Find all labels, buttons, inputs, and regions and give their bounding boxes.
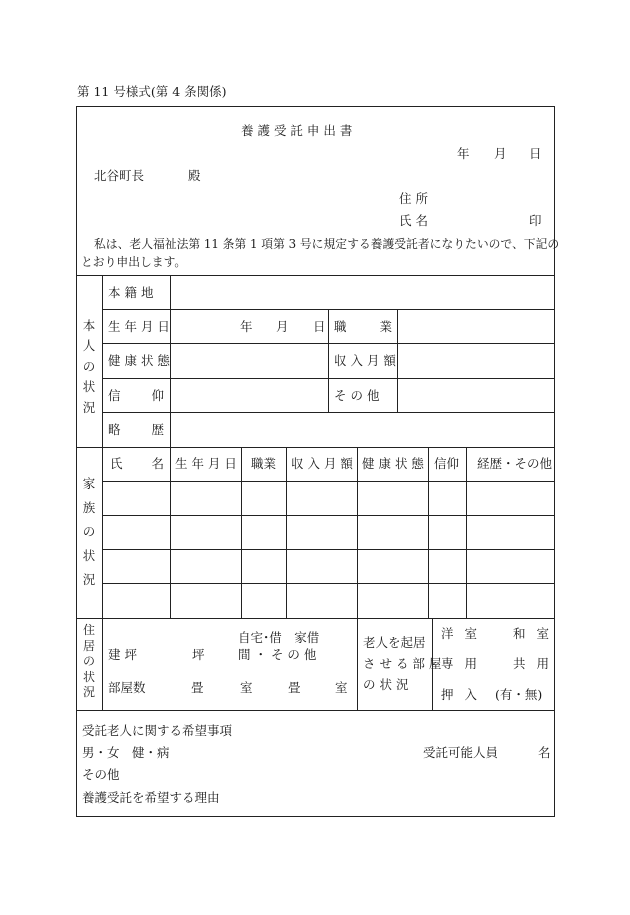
rule-residence-bottom	[76, 710, 555, 711]
rule-family-col-occupation	[286, 447, 287, 618]
room-unit-1: 室	[240, 680, 253, 695]
japanese-room-label: 和 室	[513, 626, 549, 641]
shared-use-label: 共 用	[513, 656, 549, 671]
floor-area-label: 建 坪	[108, 647, 137, 662]
date-year-label: 年	[457, 146, 470, 161]
family-col-income: 収 入 月 額	[291, 456, 353, 471]
family-section-label: 家 族 の 状 況	[82, 476, 96, 587]
tatami-unit-2: 畳	[288, 680, 301, 695]
health-label: 健 康 状 態	[108, 353, 170, 368]
tsubo-unit: 坪	[192, 647, 205, 662]
occupation-label: 職 業	[334, 319, 392, 334]
rule-family-col-income	[357, 447, 358, 618]
applicant-address-label: 住 所	[399, 191, 428, 206]
form-title: 養 護 受 託 申 出 書	[241, 123, 353, 138]
rule-personal-bottom	[76, 447, 555, 448]
birth-day-label: 日	[313, 319, 326, 334]
residence-section-label: 住 居 の 状 況	[82, 623, 95, 699]
date-day-label: 日	[529, 146, 542, 161]
tatami-unit-1: 畳	[191, 680, 204, 695]
private-use-label: 専 用	[441, 656, 477, 671]
rule-personal-label-col	[170, 275, 171, 618]
reason-label: 養護受託を希望する理由	[82, 790, 220, 805]
footer-other-label: その他	[82, 767, 120, 782]
closet-label: 押 入	[441, 687, 477, 702]
seal-mark: 印	[529, 213, 542, 228]
closet-option: (有・無)	[495, 687, 543, 702]
family-col-name: 氏 名	[110, 456, 164, 471]
rule-personal-mid-col	[328, 309, 329, 412]
birthdate-label: 生 年 月 日	[108, 319, 170, 334]
rule-section-label-col	[102, 275, 103, 710]
capacity-unit: 名	[538, 745, 551, 760]
gender-health-options: 男・女 健・病	[82, 745, 170, 760]
elder-room-line-1: 老人を起居	[363, 635, 426, 650]
applicant-name-label: 氏 名	[399, 213, 428, 228]
room-unit-2: 室	[335, 680, 348, 695]
honorific: 殿	[188, 168, 201, 183]
rule-family-col-birth	[241, 447, 242, 618]
rule-family-col-faith	[466, 447, 467, 618]
statement-line-2: とおり申出します。	[81, 255, 187, 269]
domicile-label: 本 籍 地	[108, 285, 154, 300]
rule-family-bottom	[76, 618, 555, 619]
rule-family-col-health	[428, 447, 429, 618]
family-col-birthdate: 生 年 月 日	[175, 456, 237, 471]
family-col-health: 健 康 状 態	[362, 456, 424, 471]
form-number: 第 11 号様式(第 4 条関係)	[77, 84, 227, 99]
family-col-faith: 信仰	[434, 456, 460, 471]
other-label: そ の 他	[334, 388, 380, 403]
income-label: 収 入 月 額	[334, 353, 396, 368]
family-col-history: 経歴・その他	[477, 456, 553, 471]
capacity-label: 受託可能人員	[423, 745, 499, 760]
rule-residence-col-room	[357, 618, 358, 710]
history-label: 略 歴	[108, 422, 164, 437]
rule-header-bottom	[76, 275, 555, 276]
rooms-label: 部屋数	[108, 680, 146, 695]
personal-section-label: 本 人 の 状 況	[82, 318, 96, 415]
date-month-label: 月	[494, 146, 507, 161]
statement-line-1: 私は、老人福祉法第 11 条第 1 項第 3 号に規定する養護受託者になりたいので、下記の	[94, 237, 560, 251]
wishes-label: 受託老人に関する希望事項	[82, 723, 233, 738]
birth-month-label: 月	[276, 319, 289, 334]
faith-label: 信 仰	[108, 388, 164, 403]
elder-room-line-3: の 状 況	[363, 677, 409, 692]
rule-personal-value-col	[397, 309, 398, 412]
family-col-occupation: 職業	[251, 456, 277, 471]
western-room-label: 洋 室	[441, 626, 477, 641]
ownership-line-2: 間 ・ そ の 他	[238, 647, 317, 662]
birth-year-label: 年	[240, 319, 253, 334]
addressee: 北谷町長	[94, 168, 145, 183]
elder-room-line-2: さ せ る 部 屋	[363, 656, 442, 671]
ownership-line-1: 自宅･借 家借	[238, 630, 320, 645]
